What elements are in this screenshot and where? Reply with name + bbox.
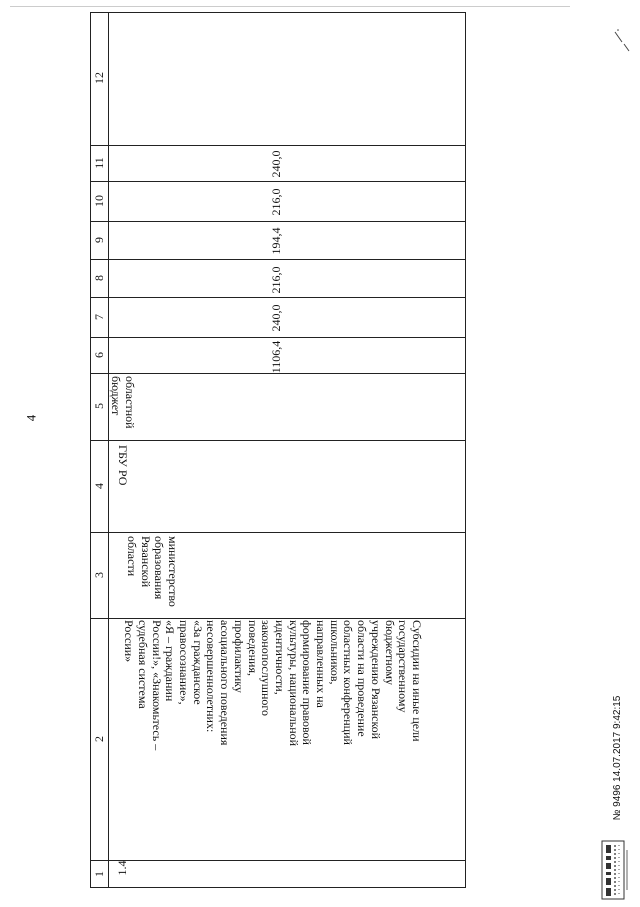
column-divider bbox=[90, 440, 466, 441]
row-description bbox=[122, 620, 423, 750]
column-number: 11 bbox=[92, 157, 106, 169]
column-number: 8 bbox=[92, 275, 106, 281]
column-divider bbox=[90, 145, 466, 146]
description-line: области на проведение bbox=[355, 620, 370, 737]
row-participant bbox=[115, 445, 129, 485]
value-year-5: 240,0 bbox=[269, 150, 283, 178]
description-line: «Я – гражданин bbox=[163, 620, 178, 702]
page-number: 4 bbox=[23, 414, 39, 422]
description-line: несовершеннолетних: bbox=[204, 620, 219, 733]
column-number: 1 bbox=[92, 871, 106, 877]
column-divider bbox=[90, 221, 466, 222]
column-divider bbox=[90, 181, 466, 182]
barcode-seal-icon bbox=[600, 840, 630, 907]
description-line: Субсидии на иные цели bbox=[410, 620, 424, 742]
value-year-4: 216,0 bbox=[269, 188, 283, 216]
executor-line: министерство bbox=[166, 536, 180, 607]
value-total: 1106,4 bbox=[269, 340, 283, 374]
description-line: правосознание», bbox=[177, 620, 192, 705]
row-funding-source bbox=[109, 376, 136, 429]
table-border-right bbox=[465, 12, 466, 888]
description-line: областных конференций bbox=[341, 620, 356, 745]
description-line: России» bbox=[122, 620, 137, 663]
column-number: 9 bbox=[92, 237, 106, 243]
description-line: учреждению Рязанской bbox=[368, 620, 383, 740]
description-line: бюджетному bbox=[382, 620, 397, 686]
description-line: идентичности, bbox=[272, 620, 287, 695]
column-divider bbox=[90, 618, 466, 619]
description-line: школьников, bbox=[327, 620, 342, 685]
column-number: 12 bbox=[92, 72, 106, 84]
table-border-bottom bbox=[90, 887, 466, 888]
value-year-3: 194,4 bbox=[269, 227, 283, 255]
column-divider bbox=[90, 860, 466, 861]
executor-line: Рязанской bbox=[138, 536, 153, 588]
scan-artifact-top bbox=[10, 6, 570, 7]
header-row-divider bbox=[108, 12, 109, 888]
participant-text: ГБУ РО bbox=[116, 445, 130, 486]
description-line: поведения, bbox=[245, 620, 260, 676]
column-number: 10 bbox=[92, 195, 106, 207]
column-number: 2 bbox=[92, 736, 106, 742]
column-number: 6 bbox=[92, 352, 106, 358]
column-number: 4 bbox=[92, 483, 106, 489]
description-line: «За гражданское bbox=[190, 620, 205, 705]
executor-line: образования bbox=[152, 536, 167, 600]
executor-line: области bbox=[124, 536, 139, 577]
description-line: профилактику bbox=[231, 620, 246, 693]
source-line: бюджет bbox=[109, 376, 124, 416]
description-line: формирование правовой bbox=[300, 620, 315, 745]
description-line: судебная система bbox=[135, 620, 150, 709]
column-divider bbox=[90, 259, 466, 260]
column-divider bbox=[90, 297, 466, 298]
description-line: России!», «Знакомьтесь – bbox=[149, 620, 164, 751]
column-divider bbox=[90, 532, 466, 533]
column-divider bbox=[90, 337, 466, 338]
scan-mark-icon bbox=[612, 28, 632, 59]
column-number: 5 bbox=[92, 403, 106, 409]
description-line: государственному bbox=[396, 620, 411, 713]
source-line: областной bbox=[123, 376, 137, 429]
row-executor bbox=[124, 536, 179, 607]
column-number: 3 bbox=[92, 572, 106, 578]
description-line: законопослушного bbox=[259, 620, 274, 717]
value-year-1: 240,0 bbox=[269, 304, 283, 332]
document-registration-stamp: № 9496 14.07.2017 9:42:15 bbox=[612, 695, 623, 821]
column-number: 7 bbox=[92, 314, 106, 320]
description-line: направленных на bbox=[314, 620, 329, 708]
description-line: культуры, национальной bbox=[286, 620, 301, 747]
description-line: асоциального поведения bbox=[218, 620, 233, 746]
table-border-left bbox=[90, 12, 91, 888]
table-border-top bbox=[90, 12, 466, 13]
value-year-2: 216,0 bbox=[269, 266, 283, 294]
row-number: 1.4 bbox=[115, 860, 129, 876]
